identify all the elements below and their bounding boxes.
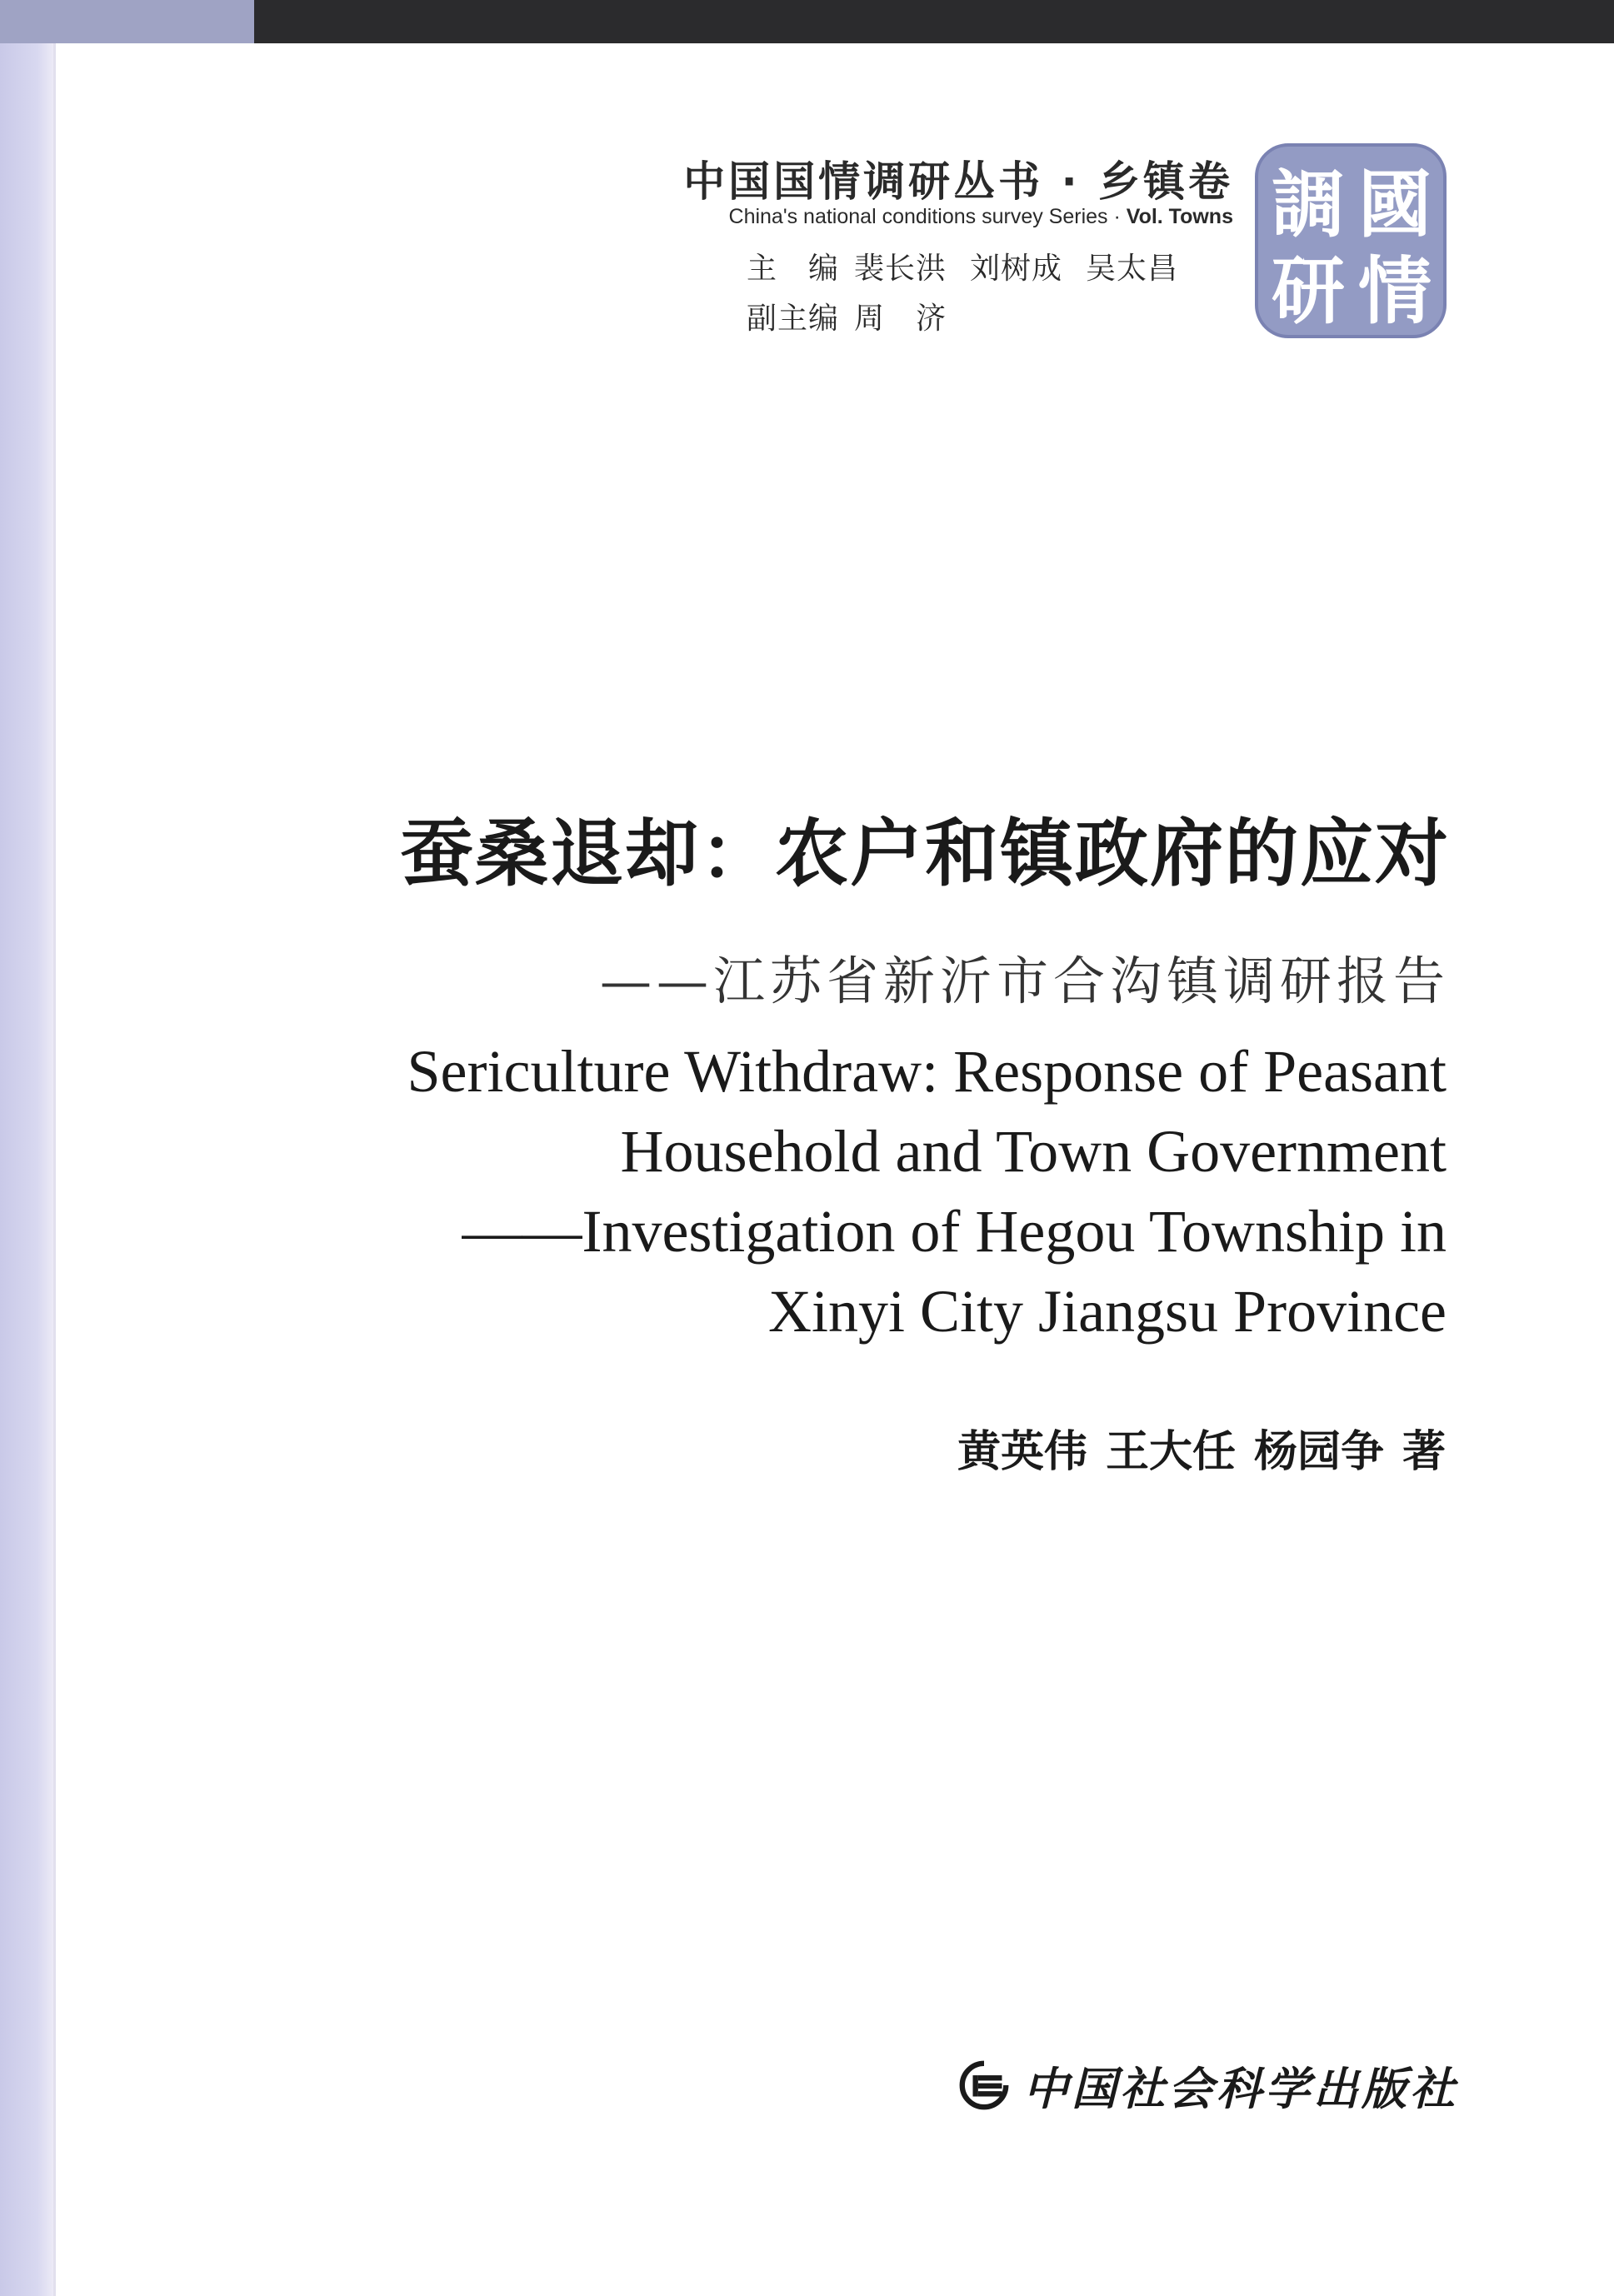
series-title-en-prefix: China's national conditions survey Series · bbox=[728, 205, 1127, 228]
book-title-cn: 蚕桑退却：农户和镇政府的应对 bbox=[399, 810, 1450, 896]
series-volume: Vol. Towns bbox=[1126, 205, 1233, 228]
deputy-role-label: 副主编 bbox=[747, 302, 840, 336]
seal-char: 情 bbox=[1357, 247, 1432, 334]
seal-stamp bbox=[1252, 140, 1450, 342]
series-title-en bbox=[617, 205, 1233, 229]
publisher-logo-icon bbox=[958, 2053, 1010, 2118]
top-edge-corner bbox=[0, 0, 254, 43]
authors bbox=[817, 1416, 1446, 1479]
series-title-cn: 中国国情调研丛书 · 乡镇卷 bbox=[683, 157, 1233, 206]
seal-char: 國 bbox=[1357, 161, 1432, 247]
book-title-en bbox=[283, 1031, 1447, 1351]
editor-role-label: 主 编 bbox=[747, 252, 840, 286]
author-name: 黄英伟 bbox=[957, 1427, 1087, 1477]
deputy-editor-name: 周 济 bbox=[854, 302, 947, 336]
publisher-name: 中国社会科学出版社 bbox=[1023, 2061, 1458, 2115]
editor-name: 吴太昌 bbox=[1086, 252, 1179, 286]
author-name: 杨园争 bbox=[1253, 1427, 1384, 1477]
author-suffix: 著 bbox=[1402, 1427, 1446, 1477]
author-name: 王大任 bbox=[1105, 1427, 1236, 1477]
seal-char: 調 bbox=[1271, 161, 1346, 247]
deputy-editor bbox=[747, 295, 1247, 337]
binding-fold bbox=[53, 43, 56, 2296]
binding-strip bbox=[0, 43, 53, 2296]
publisher bbox=[958, 2048, 1458, 2123]
chief-editors bbox=[747, 245, 1247, 287]
book-title-en-line: Household and Town Government bbox=[620, 1118, 1447, 1185]
book-title-en-line: ——Investigation of Hegou Township in bbox=[462, 1198, 1447, 1265]
editor-name: 裴长洪 bbox=[854, 252, 947, 286]
book-title-en-line: Xinyi City Jiangsu Province bbox=[768, 1278, 1447, 1345]
seal-char: 研 bbox=[1271, 247, 1346, 334]
editor-name: 刘树成 bbox=[970, 252, 1063, 286]
book-subtitle-cn: ——江苏省新沂市合沟镇调研报告 bbox=[599, 951, 1450, 1011]
book-title-en-line: Sericulture Withdraw: Response of Peasant bbox=[407, 1038, 1447, 1105]
